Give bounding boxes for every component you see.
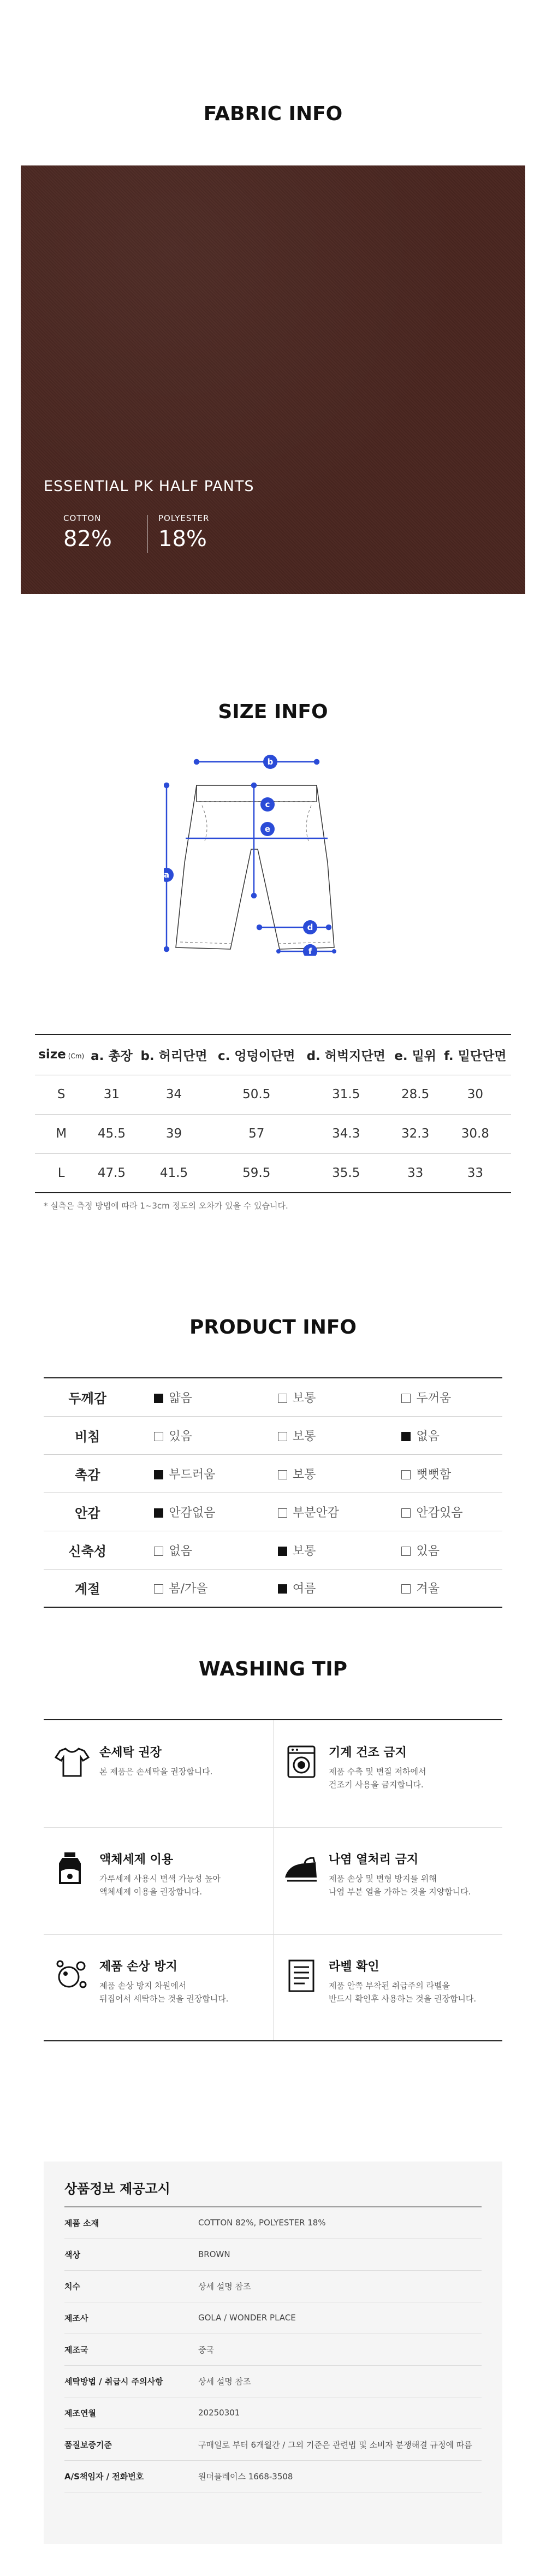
notice-label: A/S책임자 / 전화번호 <box>64 2471 144 2482</box>
table-row <box>35 1153 511 1193</box>
option-label: 안감없음 <box>169 1506 216 1520</box>
composition-cotton <box>63 513 112 552</box>
label-icon <box>283 1957 320 1994</box>
checked-box-icon <box>154 1470 163 1479</box>
size-value: 50.5 <box>212 1075 301 1114</box>
washing-item-title: 나염 열처리 금지 <box>329 1853 419 1867</box>
diagram-label-d: d <box>307 922 313 932</box>
composition-divider <box>147 515 148 553</box>
washing-item-title: 라벨 확인 <box>329 1960 379 1974</box>
notice-row <box>64 2365 482 2397</box>
product-info-row <box>44 1493 502 1531</box>
notice-value: 구매일로 부터 6개월간 / 그외 기준은 관련법 및 소비자 분쟁해결 규정에 따름 <box>198 2439 472 2450</box>
notice-label: 제조연월 <box>64 2408 96 2418</box>
unchecked-box-icon <box>154 1432 163 1441</box>
washing-item <box>44 1827 273 1934</box>
washing-item-desc <box>329 1979 492 2005</box>
diagram-label-a: a <box>164 870 170 880</box>
size-value: 47.5 <box>87 1153 135 1193</box>
notice-row <box>64 2207 482 2239</box>
size-value: 35.5 <box>301 1153 391 1193</box>
notice-value: BROWN <box>198 2249 230 2259</box>
notice-row <box>64 2397 482 2429</box>
size-value: 45.5 <box>87 1114 135 1153</box>
product-info-option <box>131 1531 255 1569</box>
size-header-label: size <box>38 1047 66 1062</box>
desc-line: 반드시 확인후 사용하는 것을 권장합니다. <box>329 1994 477 2004</box>
desc-line: 제품 손상 방지 차원에서 <box>99 1981 187 1991</box>
diagram-label-e: e <box>264 824 271 834</box>
notice-title: 상품정보 제공고시 <box>64 2181 170 2196</box>
size-cell: S <box>35 1075 87 1114</box>
desc-line: 나염 부분 열을 가하는 것을 지양합니다. <box>329 1887 471 1897</box>
product-info-option <box>378 1378 502 1416</box>
option-label: 있음 <box>169 1429 192 1443</box>
iron-icon <box>283 1850 320 1887</box>
desc-line: 액체세제 이용을 권장합니다. <box>99 1887 203 1897</box>
washing-tip-title: WASHING TIP <box>199 1658 347 1680</box>
option-label: 두꺼움 <box>416 1391 452 1405</box>
desc-line: 건조기 사용을 금지합니다. <box>329 1780 424 1790</box>
option-label: 얇음 <box>169 1391 192 1405</box>
product-info-option <box>378 1416 502 1454</box>
washing-item <box>273 1934 502 2041</box>
size-header-e: e. 밑위 <box>391 1034 440 1075</box>
product-info-option <box>131 1454 255 1493</box>
checked-box-icon <box>154 1508 163 1518</box>
washing-item <box>273 1720 502 1827</box>
tshirt-icon <box>54 1743 91 1780</box>
washing-item <box>273 1827 502 1934</box>
unchecked-box-icon <box>401 1508 411 1518</box>
notice-label: 품질보증기준 <box>64 2439 112 2450</box>
product-info-option <box>378 1569 502 1607</box>
option-label: 겨울 <box>416 1582 440 1596</box>
product-info-option <box>131 1416 255 1454</box>
notice-label: 치수 <box>64 2281 80 2291</box>
washing-item <box>44 1934 273 2041</box>
option-label: 부드러움 <box>169 1467 216 1482</box>
product-info-row <box>44 1378 502 1416</box>
table-row <box>35 1075 511 1114</box>
desc-line: 가루세제 사용시 변색 가능성 높아 <box>99 1874 221 1884</box>
notice-label: 제조사 <box>64 2313 88 2323</box>
notice-value: GOLA / WONDER PLACE <box>198 2313 296 2323</box>
table-row <box>35 1114 511 1153</box>
size-value: 31 <box>87 1075 135 1114</box>
product-info-option <box>255 1531 379 1569</box>
size-value: 41.5 <box>135 1153 212 1193</box>
notice-row <box>64 2270 482 2302</box>
option-label: 없음 <box>169 1544 192 1558</box>
size-diagram <box>164 754 382 956</box>
product-notice-panel <box>44 2162 502 2544</box>
size-value: 59.5 <box>212 1153 301 1193</box>
option-label: 안감있음 <box>416 1506 463 1520</box>
washing-grid <box>44 1719 502 2041</box>
unchecked-box-icon <box>154 1547 163 1556</box>
fabric-info-title: FABRIC INFO <box>203 103 343 125</box>
composition-label: POLYESTER <box>158 513 210 523</box>
product-info-option <box>255 1416 379 1454</box>
composition-percent: 82% <box>63 526 112 552</box>
fabric-product-name: ESSENTIAL PK HALF PANTS <box>44 478 254 495</box>
size-header-f: f. 밑단단면 <box>440 1034 511 1075</box>
notice-value: 상세 설명 참조 <box>198 2376 251 2386</box>
product-info-row <box>44 1416 502 1454</box>
size-note: * 실측은 측정 방법에 따라 1~3cm 정도의 오차가 있을 수 있습니다. <box>44 1201 288 1211</box>
option-label: 여름 <box>292 1582 316 1596</box>
desc-line: 본 제품은 손세탁을 권장합니다. <box>99 1767 213 1776</box>
notice-row <box>64 2460 482 2492</box>
washing-machine-icon <box>283 1743 320 1780</box>
composition-percent: 18% <box>158 526 207 552</box>
size-value: 28.5 <box>391 1075 440 1114</box>
product-info-label: 안감 <box>75 1505 100 1521</box>
product-info-option <box>378 1454 502 1493</box>
size-info-title: SIZE INFO <box>218 701 328 723</box>
notice-value: 원더플레이스 1668-3508 <box>198 2471 293 2482</box>
notice-label: 세탁방법 / 취급시 주의사항 <box>64 2376 163 2386</box>
notice-row <box>64 2302 482 2334</box>
size-value: 30.8 <box>440 1114 511 1153</box>
diagram-label-b: b <box>267 757 274 767</box>
product-info-option <box>131 1378 255 1416</box>
product-info-option <box>131 1493 255 1531</box>
diagram-label-f: f <box>308 946 312 956</box>
unchecked-box-icon <box>401 1547 411 1556</box>
size-header-c: c. 엉덩이단면 <box>212 1034 301 1075</box>
unchecked-box-icon <box>154 1584 163 1594</box>
notice-row <box>64 2429 482 2460</box>
checked-box-icon <box>154 1394 163 1403</box>
product-info-label: 비침 <box>75 1429 100 1444</box>
washing-item <box>44 1720 273 1827</box>
notice-row <box>64 2334 482 2365</box>
washing-item-desc <box>99 1872 263 1898</box>
washing-item-title: 액체세제 이용 <box>99 1853 174 1867</box>
size-cell: M <box>35 1114 87 1153</box>
washing-item-desc <box>329 1765 492 1791</box>
product-info-table <box>44 1377 502 1608</box>
composition-label: COTTON <box>63 513 102 523</box>
option-label: 있음 <box>416 1544 440 1558</box>
size-cell: L <box>35 1153 87 1193</box>
size-value: 57 <box>212 1114 301 1153</box>
product-info-option <box>378 1493 502 1531</box>
product-info-label: 계절 <box>75 1582 100 1597</box>
washing-item-title: 손세탁 권장 <box>99 1746 162 1760</box>
size-header-a: a. 총장 <box>87 1034 135 1075</box>
size-header-d: d. 허벅지단면 <box>301 1034 391 1075</box>
product-info-option <box>255 1378 379 1416</box>
product-info-row <box>44 1569 502 1607</box>
product-info-label: 두께감 <box>68 1390 106 1406</box>
notice-value: 중국 <box>198 2344 214 2355</box>
unchecked-box-icon <box>401 1394 411 1403</box>
desc-line: 제품 안쪽 부착된 취급주의 라벨을 <box>329 1981 450 1991</box>
checked-box-icon <box>278 1547 287 1556</box>
size-header-unit: (Cm) <box>68 1052 85 1061</box>
unchecked-box-icon <box>278 1432 287 1441</box>
unchecked-box-icon <box>401 1470 411 1479</box>
unchecked-box-icon <box>278 1508 287 1518</box>
desc-line: 제품 수축 및 변질 저하에서 <box>329 1767 426 1776</box>
size-value: 33 <box>391 1153 440 1193</box>
checked-box-icon <box>401 1432 411 1441</box>
option-label: 봄/가을 <box>169 1582 208 1596</box>
unchecked-box-icon <box>278 1470 287 1479</box>
washing-item-desc <box>329 1872 492 1898</box>
unchecked-box-icon <box>401 1584 411 1594</box>
option-label: 없음 <box>416 1429 440 1443</box>
notice-value: COTTON 82%, POLYESTER 18% <box>198 2218 326 2228</box>
notice-label: 제품 소재 <box>64 2218 99 2228</box>
product-info-row <box>44 1531 502 1569</box>
washing-item-desc <box>99 1979 263 2005</box>
size-value: 34.3 <box>301 1114 391 1153</box>
product-info-label: 신축성 <box>68 1543 106 1559</box>
washing-item-title: 제품 손상 방지 <box>99 1960 177 1974</box>
composition-polyester <box>158 513 209 552</box>
notice-value: 20250301 <box>198 2408 240 2418</box>
detergent-icon <box>54 1850 91 1887</box>
option-label: 보통 <box>292 1544 316 1558</box>
product-info-option <box>378 1531 502 1569</box>
desc-line: 뒤집어서 세탁하는 것을 권장합니다. <box>99 1994 229 2004</box>
product-info-row <box>44 1454 502 1493</box>
option-label: 뻣뻣함 <box>416 1467 452 1482</box>
product-info-option <box>131 1569 255 1607</box>
size-header-b: b. 허리단면 <box>135 1034 212 1075</box>
notice-row <box>64 2239 482 2270</box>
product-info-label: 촉감 <box>75 1467 100 1483</box>
size-table <box>35 1034 511 1193</box>
notice-table <box>64 2206 482 2492</box>
desc-line: 제품 손상 및 변형 방지를 위해 <box>329 1874 437 1884</box>
diagram-label-c: c <box>265 800 270 809</box>
product-info-option <box>255 1569 379 1607</box>
option-label: 보통 <box>292 1391 316 1405</box>
size-value: 34 <box>135 1075 212 1114</box>
washing-item-desc <box>99 1765 263 1778</box>
notice-value: 상세 설명 참조 <box>198 2281 251 2291</box>
size-value: 31.5 <box>301 1075 391 1114</box>
size-value: 32.3 <box>391 1114 440 1153</box>
option-label: 보통 <box>292 1429 316 1443</box>
option-label: 보통 <box>292 1467 316 1482</box>
size-value: 39 <box>135 1114 212 1153</box>
notice-label: 색상 <box>64 2249 80 2260</box>
washing-item-title: 기계 건조 금지 <box>329 1746 407 1760</box>
size-header-size <box>35 1034 87 1075</box>
unchecked-box-icon <box>278 1394 287 1403</box>
size-value: 33 <box>440 1153 511 1193</box>
size-table-header <box>35 1034 511 1075</box>
bubbles-icon <box>54 1957 91 1994</box>
checked-box-icon <box>278 1584 287 1594</box>
option-label: 부분안감 <box>292 1506 339 1520</box>
notice-label: 제조국 <box>64 2344 88 2355</box>
size-value: 30 <box>440 1075 511 1114</box>
product-info-option <box>255 1493 379 1531</box>
product-info-option <box>255 1454 379 1493</box>
product-info-title: PRODUCT INFO <box>189 1316 357 1339</box>
